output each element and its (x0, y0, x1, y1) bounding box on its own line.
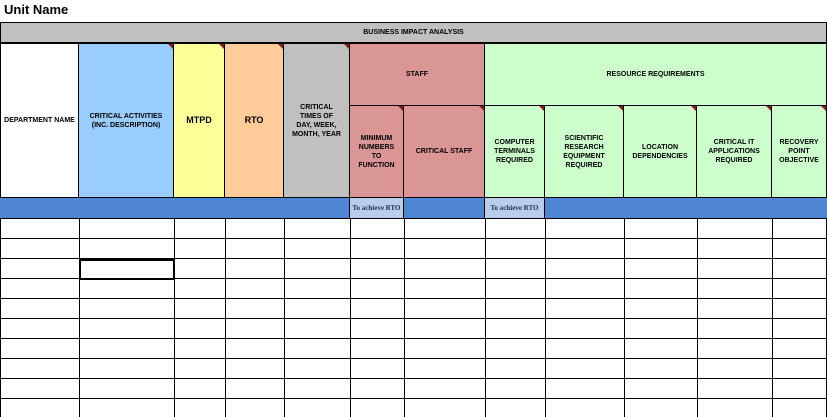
grid-column-line (225, 219, 226, 417)
banner-business-impact-analysis[interactable] (0, 22, 827, 43)
unit-name-title: Unit Name (4, 2, 69, 17)
header-department-label: DEPARTMENT NAME (4, 117, 75, 124)
grid-row-line (0, 318, 827, 319)
grid-row-line (0, 398, 827, 399)
header-rto-label: RTO (244, 115, 264, 125)
grid-column-line (624, 219, 625, 417)
header-minimum-numbers[interactable] (349, 105, 404, 198)
header-critical-it-label: CRITICAL IT APPLICATIONS REQUIRED (708, 139, 760, 164)
grid-column-line (284, 219, 285, 417)
grid-column-line (697, 219, 698, 417)
header-minimum-numbers-label: MINIMUM NUMBERS TO FUNCTION (358, 134, 395, 169)
header-recovery-point-objective[interactable] (771, 105, 827, 198)
grid-row-line (0, 338, 827, 339)
header-mtpd[interactable] (173, 43, 225, 198)
header-critical-activities-label: CRITICAL ACTIVITIES (INC. DESCRIPTION) (89, 112, 163, 129)
grid-column-line (772, 219, 773, 417)
header-location-dependencies-label: LOCATION DEPENDENCIES (632, 143, 688, 160)
staff-note-label: To achieve RTO (352, 203, 401, 212)
grid-row-line (0, 378, 827, 379)
header-critical-staff-label: CRITICAL STAFF (415, 148, 473, 155)
grid-column-line (545, 219, 546, 417)
grid-row-line (0, 298, 827, 299)
header-computer-terminals-label: COMPUTER TERMINALS REQUIRED (494, 139, 535, 164)
active-cell-selection[interactable] (79, 259, 175, 280)
bia-spreadsheet (0, 22, 827, 417)
grid-column-line (350, 219, 351, 417)
data-entry-grid[interactable] (0, 219, 827, 417)
grid-row-line (0, 238, 827, 239)
header-critical-staff[interactable] (403, 105, 485, 198)
header-resource-requirements-label: RESOURCE REQUIREMENTS (606, 71, 705, 78)
banner-label: BUSINESS IMPACT ANALYSIS (363, 29, 464, 36)
grid-column-line (485, 219, 486, 417)
header-staff-group[interactable] (349, 43, 485, 106)
header-computer-terminals[interactable] (484, 105, 545, 198)
grid-column-line (79, 219, 80, 417)
header-rto[interactable] (224, 43, 284, 198)
header-scientific-equipment-label: SCIENTIFIC RESEARCH EQUIPMENT REQUIRED (563, 134, 605, 169)
header-staff-group-label: STAFF (405, 71, 429, 78)
header-resource-requirements-group[interactable] (484, 43, 827, 106)
staff-to-achieve-rto-note[interactable] (349, 198, 404, 218)
header-critical-times-label: CRITICAL TIMES OF DAY, WEEK, MONTH, YEAR (292, 103, 341, 138)
resource-to-achieve-rto-note[interactable] (484, 198, 545, 218)
header-critical-activities[interactable] (78, 43, 174, 198)
header-recovery-point-label: RECOVERY POINT OBJECTIVE (779, 139, 819, 164)
header-critical-it-applications[interactable] (696, 105, 772, 198)
header-department-name[interactable] (0, 43, 79, 198)
header-separator-band (0, 197, 827, 219)
header-mtpd-label: MTPD (186, 115, 212, 125)
grid-column-line (174, 219, 175, 417)
resource-note-label: To achieve RTO (490, 203, 539, 212)
grid-row-line (0, 358, 827, 359)
header-scientific-equipment[interactable] (544, 105, 624, 198)
header-critical-times[interactable] (283, 43, 350, 198)
grid-column-line (0, 219, 1, 417)
grid-column-line (404, 219, 405, 417)
header-location-dependencies[interactable] (623, 105, 697, 198)
